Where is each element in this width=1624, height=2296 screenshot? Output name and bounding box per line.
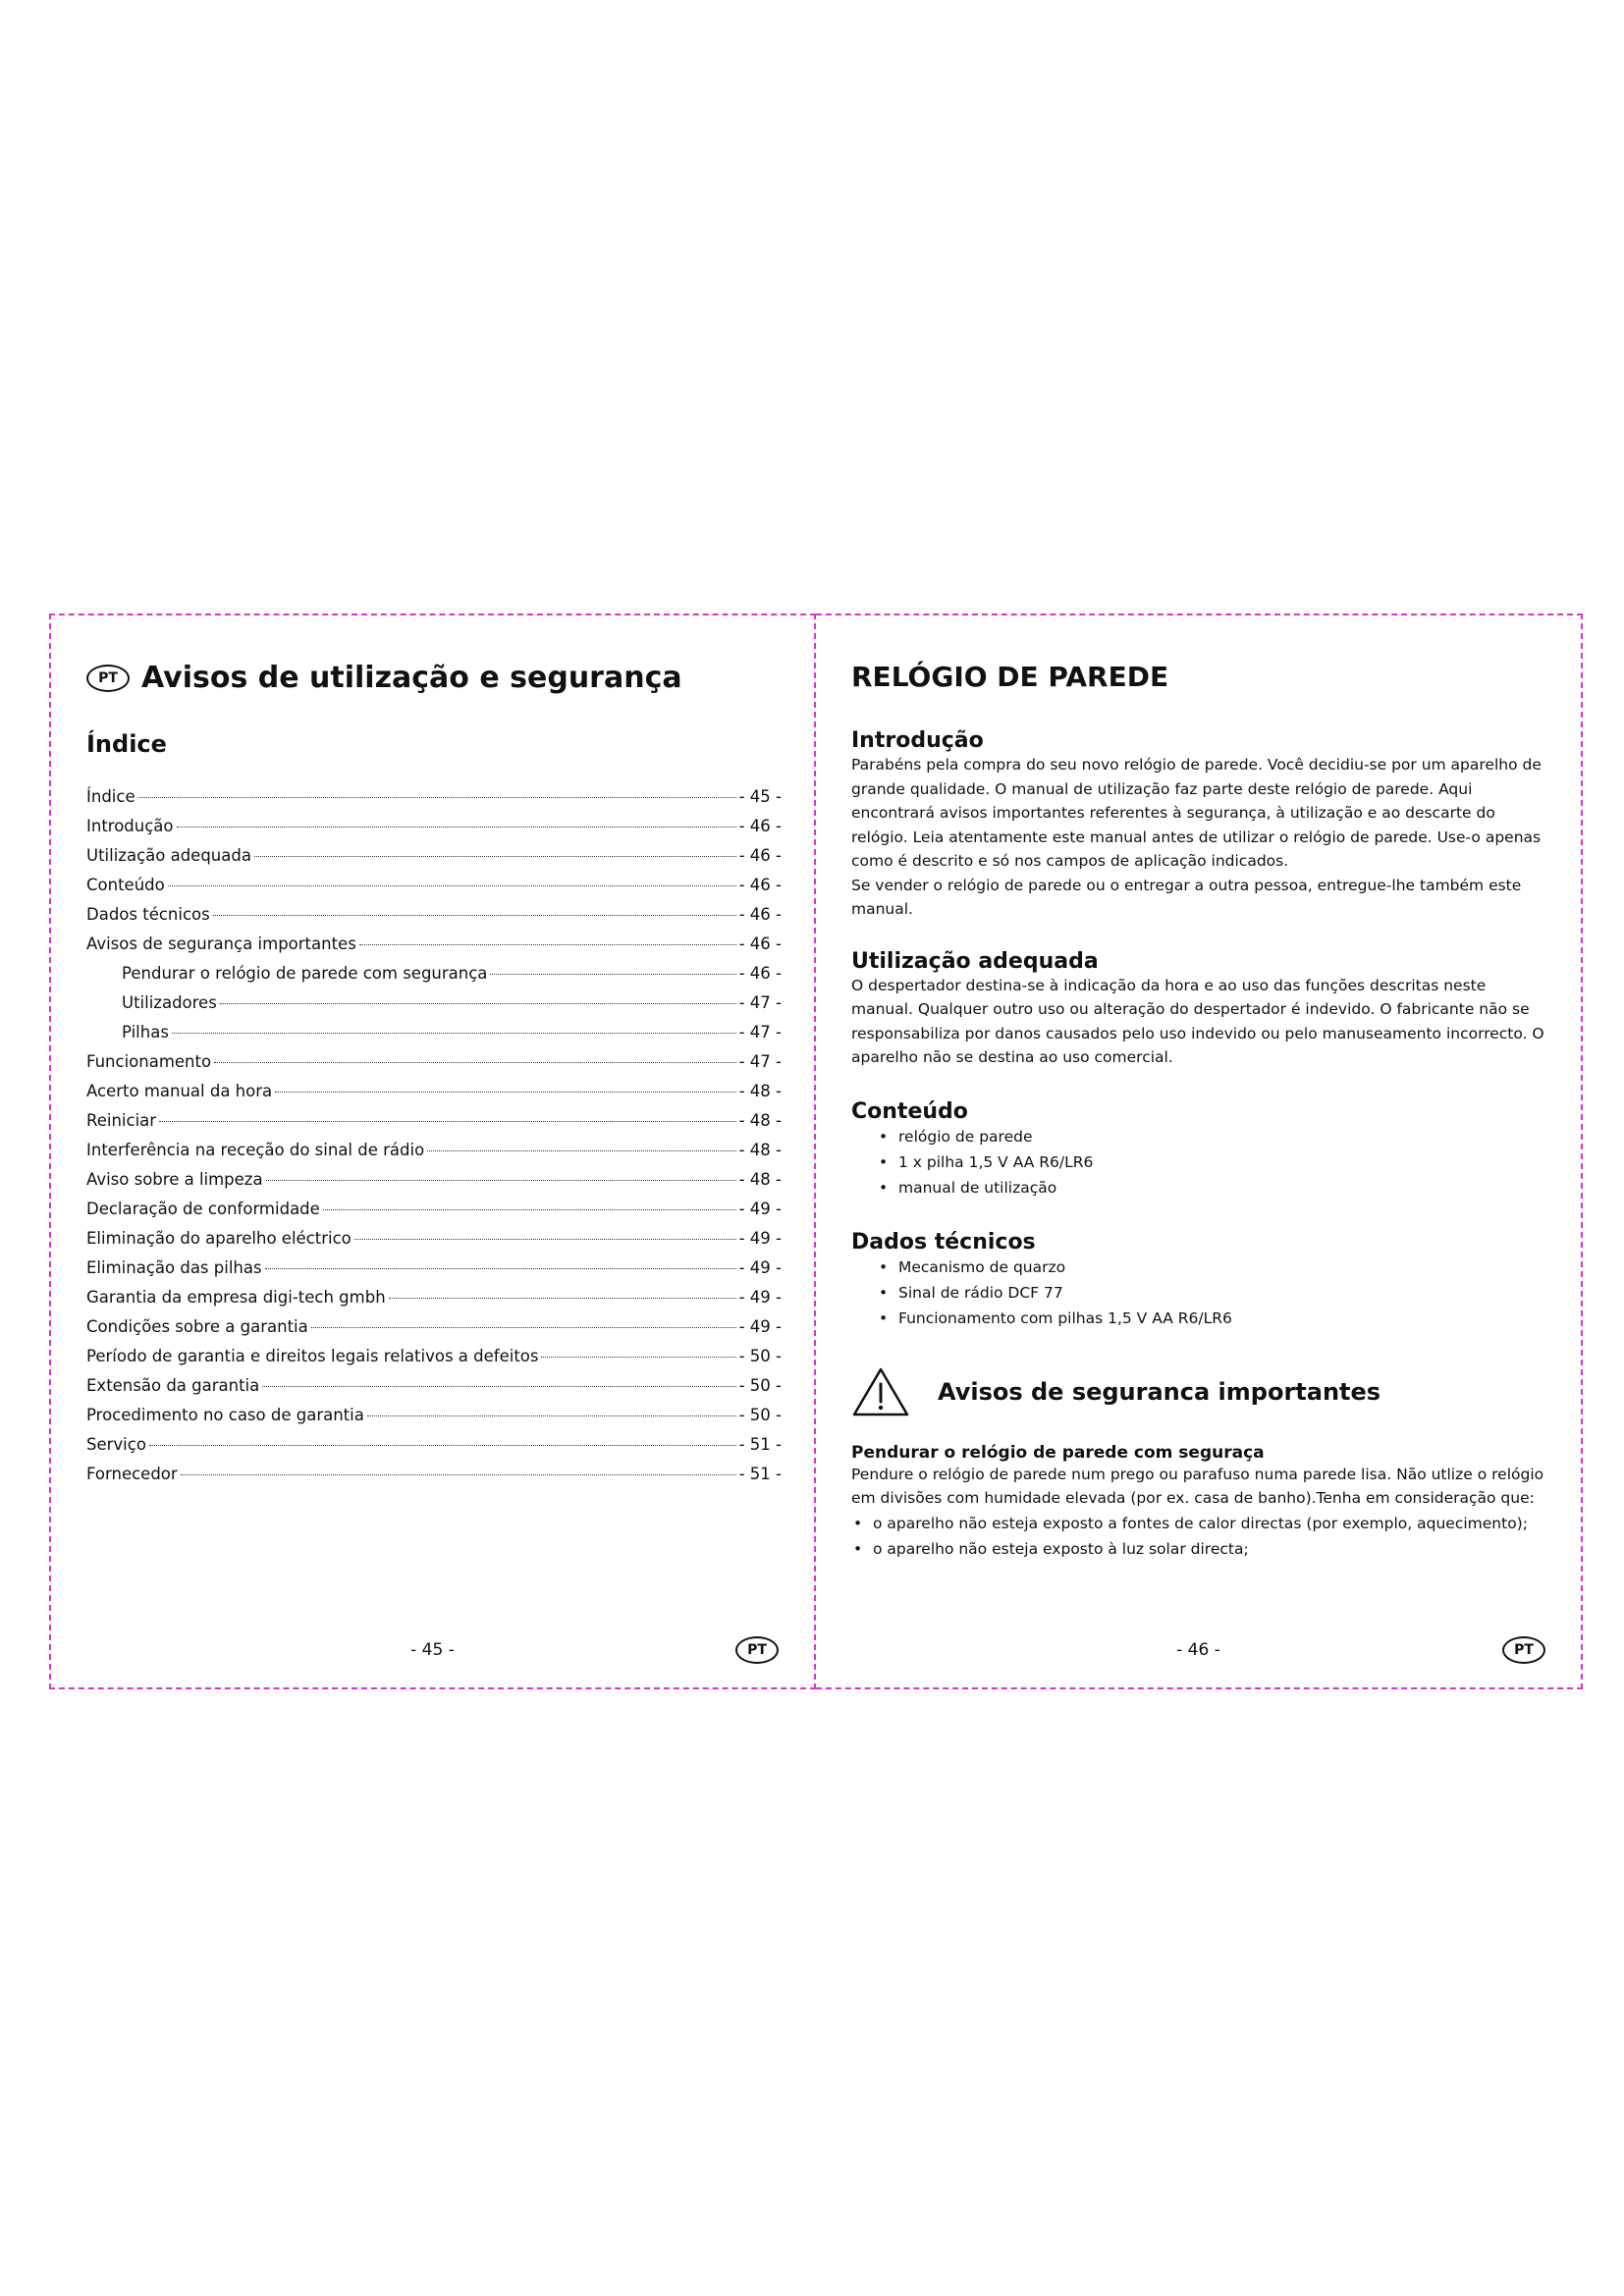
toc-entry xyxy=(86,846,782,876)
toc-entry-label: Avisos de segurança importantes xyxy=(86,934,356,953)
toc-dot-leader xyxy=(181,1474,736,1475)
toc-dot-leader xyxy=(367,1415,736,1416)
toc-entry xyxy=(86,1082,782,1111)
tech-heading: Dados técnicos xyxy=(851,1229,1036,1255)
hang-paragraph: Pendure o relógio de parede num prego ou parafuso numa parede lisa. Não utlize o relógio em divisões com humidade elevada (por ex. casa de banho).Tenha em consideração que: xyxy=(851,1465,1544,1507)
toc-entry-page: - 46 - xyxy=(738,817,782,835)
toc-entry xyxy=(86,1406,782,1435)
toc-entry-page: - 51 - xyxy=(738,1435,782,1454)
toc-entry-page: - 49 - xyxy=(738,1229,782,1248)
toc-entry xyxy=(86,993,782,1023)
toc-entry-page: - 49 - xyxy=(738,1288,782,1307)
toc-entry-page: - 50 - xyxy=(738,1347,782,1365)
toc-dot-leader xyxy=(168,885,736,886)
toc-entry-label: Eliminação do aparelho eléctrico xyxy=(86,1229,352,1248)
toc-entry-label: Extensão da garantia xyxy=(86,1376,260,1395)
toc-entry-page: - 48 - xyxy=(738,1141,782,1159)
list-item: • o aparelho não esteja exposto à luz solar directa; xyxy=(873,1536,1545,1562)
usage-heading: Utilização adequada xyxy=(851,948,1099,974)
toc-dot-leader xyxy=(266,1180,736,1181)
toc-entry xyxy=(86,1111,782,1141)
toc-entry-label: Reiniciar xyxy=(86,1111,157,1130)
toc-dot-leader xyxy=(311,1327,736,1328)
manual-spread xyxy=(49,614,1583,1689)
toc-entry-label: Funcionamento xyxy=(86,1052,212,1071)
toc-entry-label: Condições sobre a garantia xyxy=(86,1317,308,1336)
toc-entry xyxy=(86,1465,782,1494)
toc-entry-page: - 47 - xyxy=(738,993,782,1012)
toc-entry-label: Pilhas xyxy=(122,1023,169,1041)
table-of-contents xyxy=(86,787,782,1494)
toc-entry-label: Garantia da empresa digi-tech gmbh xyxy=(86,1288,386,1307)
toc-entry-label: Índice xyxy=(86,787,135,806)
page-right xyxy=(816,614,1583,1689)
toc-entry-page: - 50 - xyxy=(738,1406,782,1424)
list-item: • Funcionamento com pilhas 1,5 V AA R6/LR6 xyxy=(898,1306,1545,1331)
toc-entry xyxy=(86,1141,782,1170)
page-number: - 46 - xyxy=(1176,1640,1220,1660)
toc-entry-label: Período de garantia e direitos legais relativos a defeitos xyxy=(86,1347,539,1365)
page-footer xyxy=(86,1636,779,1666)
toc-entry-page: - 46 - xyxy=(738,876,782,894)
toc-dot-leader xyxy=(389,1298,736,1299)
usage-paragraph: O despertador destina-se à indicação da hora e ao uso das funções descritas neste manual. Qualquer outro uso ou alteração do despertador é indevido. O fabricante não se responsabiliza por danos causados pelo uso indevido ou pelo manuseamento incorrecto. O aparelho não se destina ao uso comercial. xyxy=(851,976,1544,1066)
contents-list xyxy=(851,1124,1545,1201)
toc-dot-leader xyxy=(138,797,736,798)
toc-entry-label: Eliminação das pilhas xyxy=(86,1258,262,1277)
toc-dot-leader xyxy=(541,1357,735,1358)
page-footer xyxy=(851,1636,1545,1666)
toc-dot-leader xyxy=(214,1062,736,1063)
language-badge: PT xyxy=(735,1636,779,1664)
hang-heading: Pendurar o relógio de parede com seguraça xyxy=(851,1442,1265,1463)
toc-entry xyxy=(86,905,782,934)
toc-entry xyxy=(86,817,782,846)
list-item: • Mecanismo de quarzo xyxy=(898,1255,1545,1280)
toc-dot-leader xyxy=(490,974,735,975)
toc-entry-label: Pendurar o relógio de parede com segurança xyxy=(122,964,488,983)
toc-entry-page: - 48 - xyxy=(738,1111,782,1130)
toc-entry-label: Utilizadores xyxy=(122,993,217,1012)
hang-list xyxy=(851,1511,1545,1562)
toc-dot-leader xyxy=(172,1033,736,1034)
toc-entry-label: Conteúdo xyxy=(86,876,165,894)
toc-entry-label: Introdução xyxy=(86,817,174,835)
toc-entry-label: Fornecedor xyxy=(86,1465,178,1483)
toc-entry xyxy=(86,934,782,964)
safety-heading-row xyxy=(851,1366,1545,1417)
toc-dot-leader xyxy=(323,1209,736,1210)
toc-entry-label: Serviço xyxy=(86,1435,146,1454)
toc-dot-leader xyxy=(275,1092,735,1093)
intro-paragraph-2: Se vender o relógio de parede ou o entregar a outra pessoa, entregue-lhe também este manual. xyxy=(851,876,1522,918)
toc-entry xyxy=(86,1376,782,1406)
toc-entry-page: - 45 - xyxy=(738,787,782,806)
list-item: • o aparelho não esteja exposto a fontes de calor directas (por exemplo, aquecimento); xyxy=(873,1511,1545,1536)
toc-dot-leader xyxy=(177,827,736,828)
toc-entry-page: - 47 - xyxy=(738,1023,782,1041)
toc-entry xyxy=(86,1170,782,1200)
toc-entry xyxy=(86,1229,782,1258)
toc-entry-page: - 47 - xyxy=(738,1052,782,1071)
toc-entry xyxy=(86,1052,782,1082)
toc-entry xyxy=(86,787,782,817)
toc-entry-page: - 49 - xyxy=(738,1317,782,1336)
product-title: RELÓGIO DE PAREDE xyxy=(851,661,1169,693)
toc-dot-leader xyxy=(220,1003,736,1004)
toc-entry-label: Procedimento no caso de garantia xyxy=(86,1406,364,1424)
toc-entry-page: - 46 - xyxy=(738,905,782,924)
toc-dot-leader xyxy=(359,944,736,945)
document-title xyxy=(86,661,779,695)
toc-entry-page: - 51 - xyxy=(738,1465,782,1483)
toc-entry xyxy=(86,1200,782,1229)
toc-entry-page: - 46 - xyxy=(738,846,782,865)
toc-entry xyxy=(86,1347,782,1376)
toc-dot-leader xyxy=(213,915,736,916)
toc-entry-page: - 46 - xyxy=(738,964,782,983)
toc-entry-page: - 49 - xyxy=(738,1200,782,1218)
toc-entry xyxy=(86,1435,782,1465)
toc-entry xyxy=(86,1317,782,1347)
safety-heading: Avisos de seguranca importantes xyxy=(938,1377,1381,1406)
page-title: Avisos de utilização e segurança xyxy=(141,661,682,695)
toc-dot-leader xyxy=(354,1239,736,1240)
toc-entry-page: - 46 - xyxy=(738,934,782,953)
toc-entry-label: Acerto manual da hora xyxy=(86,1082,273,1100)
list-item: • relógio de parede xyxy=(898,1124,1545,1149)
toc-entry xyxy=(86,1288,782,1317)
language-badge: PT xyxy=(1502,1636,1545,1664)
toc-entry xyxy=(86,876,782,905)
toc-entry-page: - 48 - xyxy=(738,1082,782,1100)
toc-entry xyxy=(86,964,782,993)
page-number: - 45 - xyxy=(410,1640,455,1660)
toc-dot-leader xyxy=(427,1150,735,1151)
list-item: • manual de utilização xyxy=(898,1175,1545,1201)
tech-list xyxy=(851,1255,1545,1331)
toc-entry-label: Utilização adequada xyxy=(86,846,251,865)
toc-dot-leader xyxy=(149,1445,736,1446)
index-heading: Índice xyxy=(86,730,167,758)
toc-entry-page: - 48 - xyxy=(738,1170,782,1189)
list-item: • Sinal de rádio DCF 77 xyxy=(898,1280,1545,1306)
intro-paragraph: Parabéns pela compra do seu novo relógio de parede. Você decidiu-se por um aparelho de grande qualidade. O manual de utilização faz parte deste relógio de parede. Aqui encontrará avisos importantes referentes à segurança, à utilização e ao descarte do relógio. Leia atentamente este manual antes de utilizar o relógio de parede. Use-o apenas como é descrito e só nos campos de aplicação indicados. xyxy=(851,756,1542,870)
list-item: • 1 x pilha 1,5 V AA R6/LR6 xyxy=(898,1149,1545,1175)
toc-entry-label: Dados técnicos xyxy=(86,905,210,924)
toc-dot-leader xyxy=(265,1268,736,1269)
toc-entry-label: Interferência na receção do sinal de rádio xyxy=(86,1141,425,1159)
toc-entry-page: - 49 - xyxy=(738,1258,782,1277)
toc-dot-leader xyxy=(254,856,736,857)
toc-dot-leader xyxy=(159,1121,736,1122)
language-badge: PT xyxy=(86,665,130,692)
contents-heading: Conteúdo xyxy=(851,1098,968,1124)
warning-triangle-icon xyxy=(851,1366,910,1417)
toc-entry-label: Aviso sobre a limpeza xyxy=(86,1170,263,1189)
toc-dot-leader xyxy=(262,1386,735,1387)
toc-entry xyxy=(86,1258,782,1288)
page-left xyxy=(49,614,816,1689)
intro-heading: Introdução xyxy=(851,728,984,753)
toc-entry-page: - 50 - xyxy=(738,1376,782,1395)
toc-entry xyxy=(86,1023,782,1052)
toc-entry-label: Declaração de conformidade xyxy=(86,1200,320,1218)
